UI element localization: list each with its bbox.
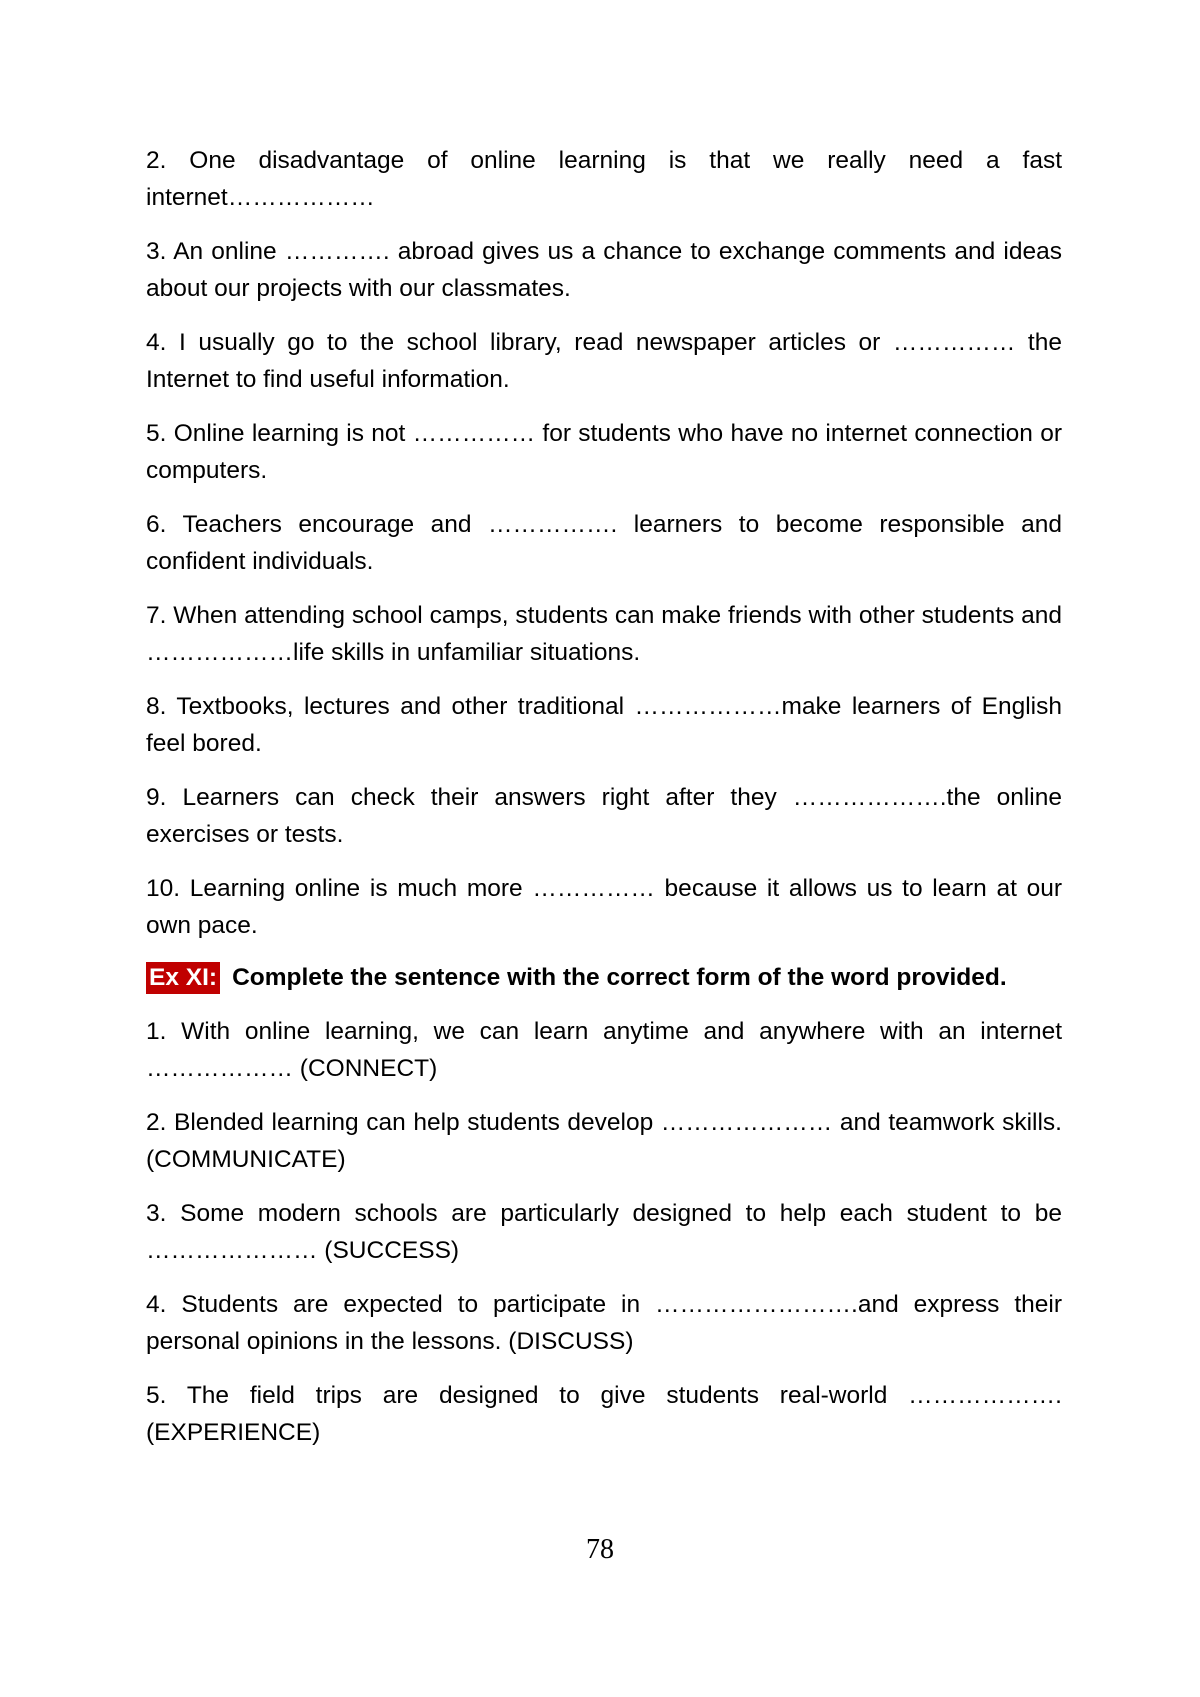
exercise-x-item-2: 2. One disadvantage of online learning is that we really need a fast internet………………: [146, 147, 1062, 211]
exercise-x-item-4: 4. I usually go to the school library, read newspaper articles or …………… the Internet to find useful information.: [146, 329, 1062, 393]
page-content: [146, 142, 1062, 1468]
exercise-x-item-7: 7. When attending school camps, students can make friends with other students and ………………life skills in unfamiliar situations.: [146, 602, 1062, 666]
exercise-xi-heading: [146, 961, 1062, 995]
exercise-xi-badge: Ex XI:: [146, 962, 220, 994]
exercise-xi-item-1: 1. With online learning, we can learn anytime and anywhere with an internet ……………… (CONNECT): [146, 1018, 1062, 1082]
exercise-xi-instruction: Complete the sentence with the correct form of the word provided.: [232, 964, 1007, 991]
exercise-x-item-3: 3. An online …………. abroad gives us a chance to exchange comments and ideas about our projects with our classmates.: [146, 238, 1062, 302]
exercise-x-item-5: 5. Online learning is not …………… for students who have no internet connection or computers.: [146, 420, 1062, 484]
exercise-x-item-6: 6. Teachers encourage and ……………. learners to become responsible and confident individuals.: [146, 511, 1062, 575]
exercise-xi-item-3: 3. Some modern schools are particularly designed to help each student to be ………………… (SUCCESS): [146, 1200, 1062, 1264]
page-number: 78: [586, 1534, 614, 1565]
exercise-xi-item-5: 5. The field trips are designed to give students real-world ………………. (EXPERIENCE): [146, 1382, 1062, 1446]
exercise-x-item-9: 9. Learners can check their answers right after they ……………….the online exercises or tests.: [146, 784, 1062, 848]
exercise-x-item-8: 8. Textbooks, lectures and other traditional ………………make learners of English feel bored.: [146, 693, 1062, 757]
exercise-xi-list: [146, 1013, 1062, 1451]
exercise-x-list: [146, 142, 1062, 944]
exercise-x-item-10: 10. Learning online is much more …………… because it allows us to learn at our own pace.: [146, 875, 1062, 939]
exercise-xi-item-2: 2. Blended learning can help students develop ………………… and teamwork skills. (COMMUNICATE): [146, 1109, 1062, 1173]
exercise-xi-item-4: 4. Students are expected to participate in …………………….and express their personal opinions in the lessons. (DISCUSS): [146, 1291, 1062, 1355]
